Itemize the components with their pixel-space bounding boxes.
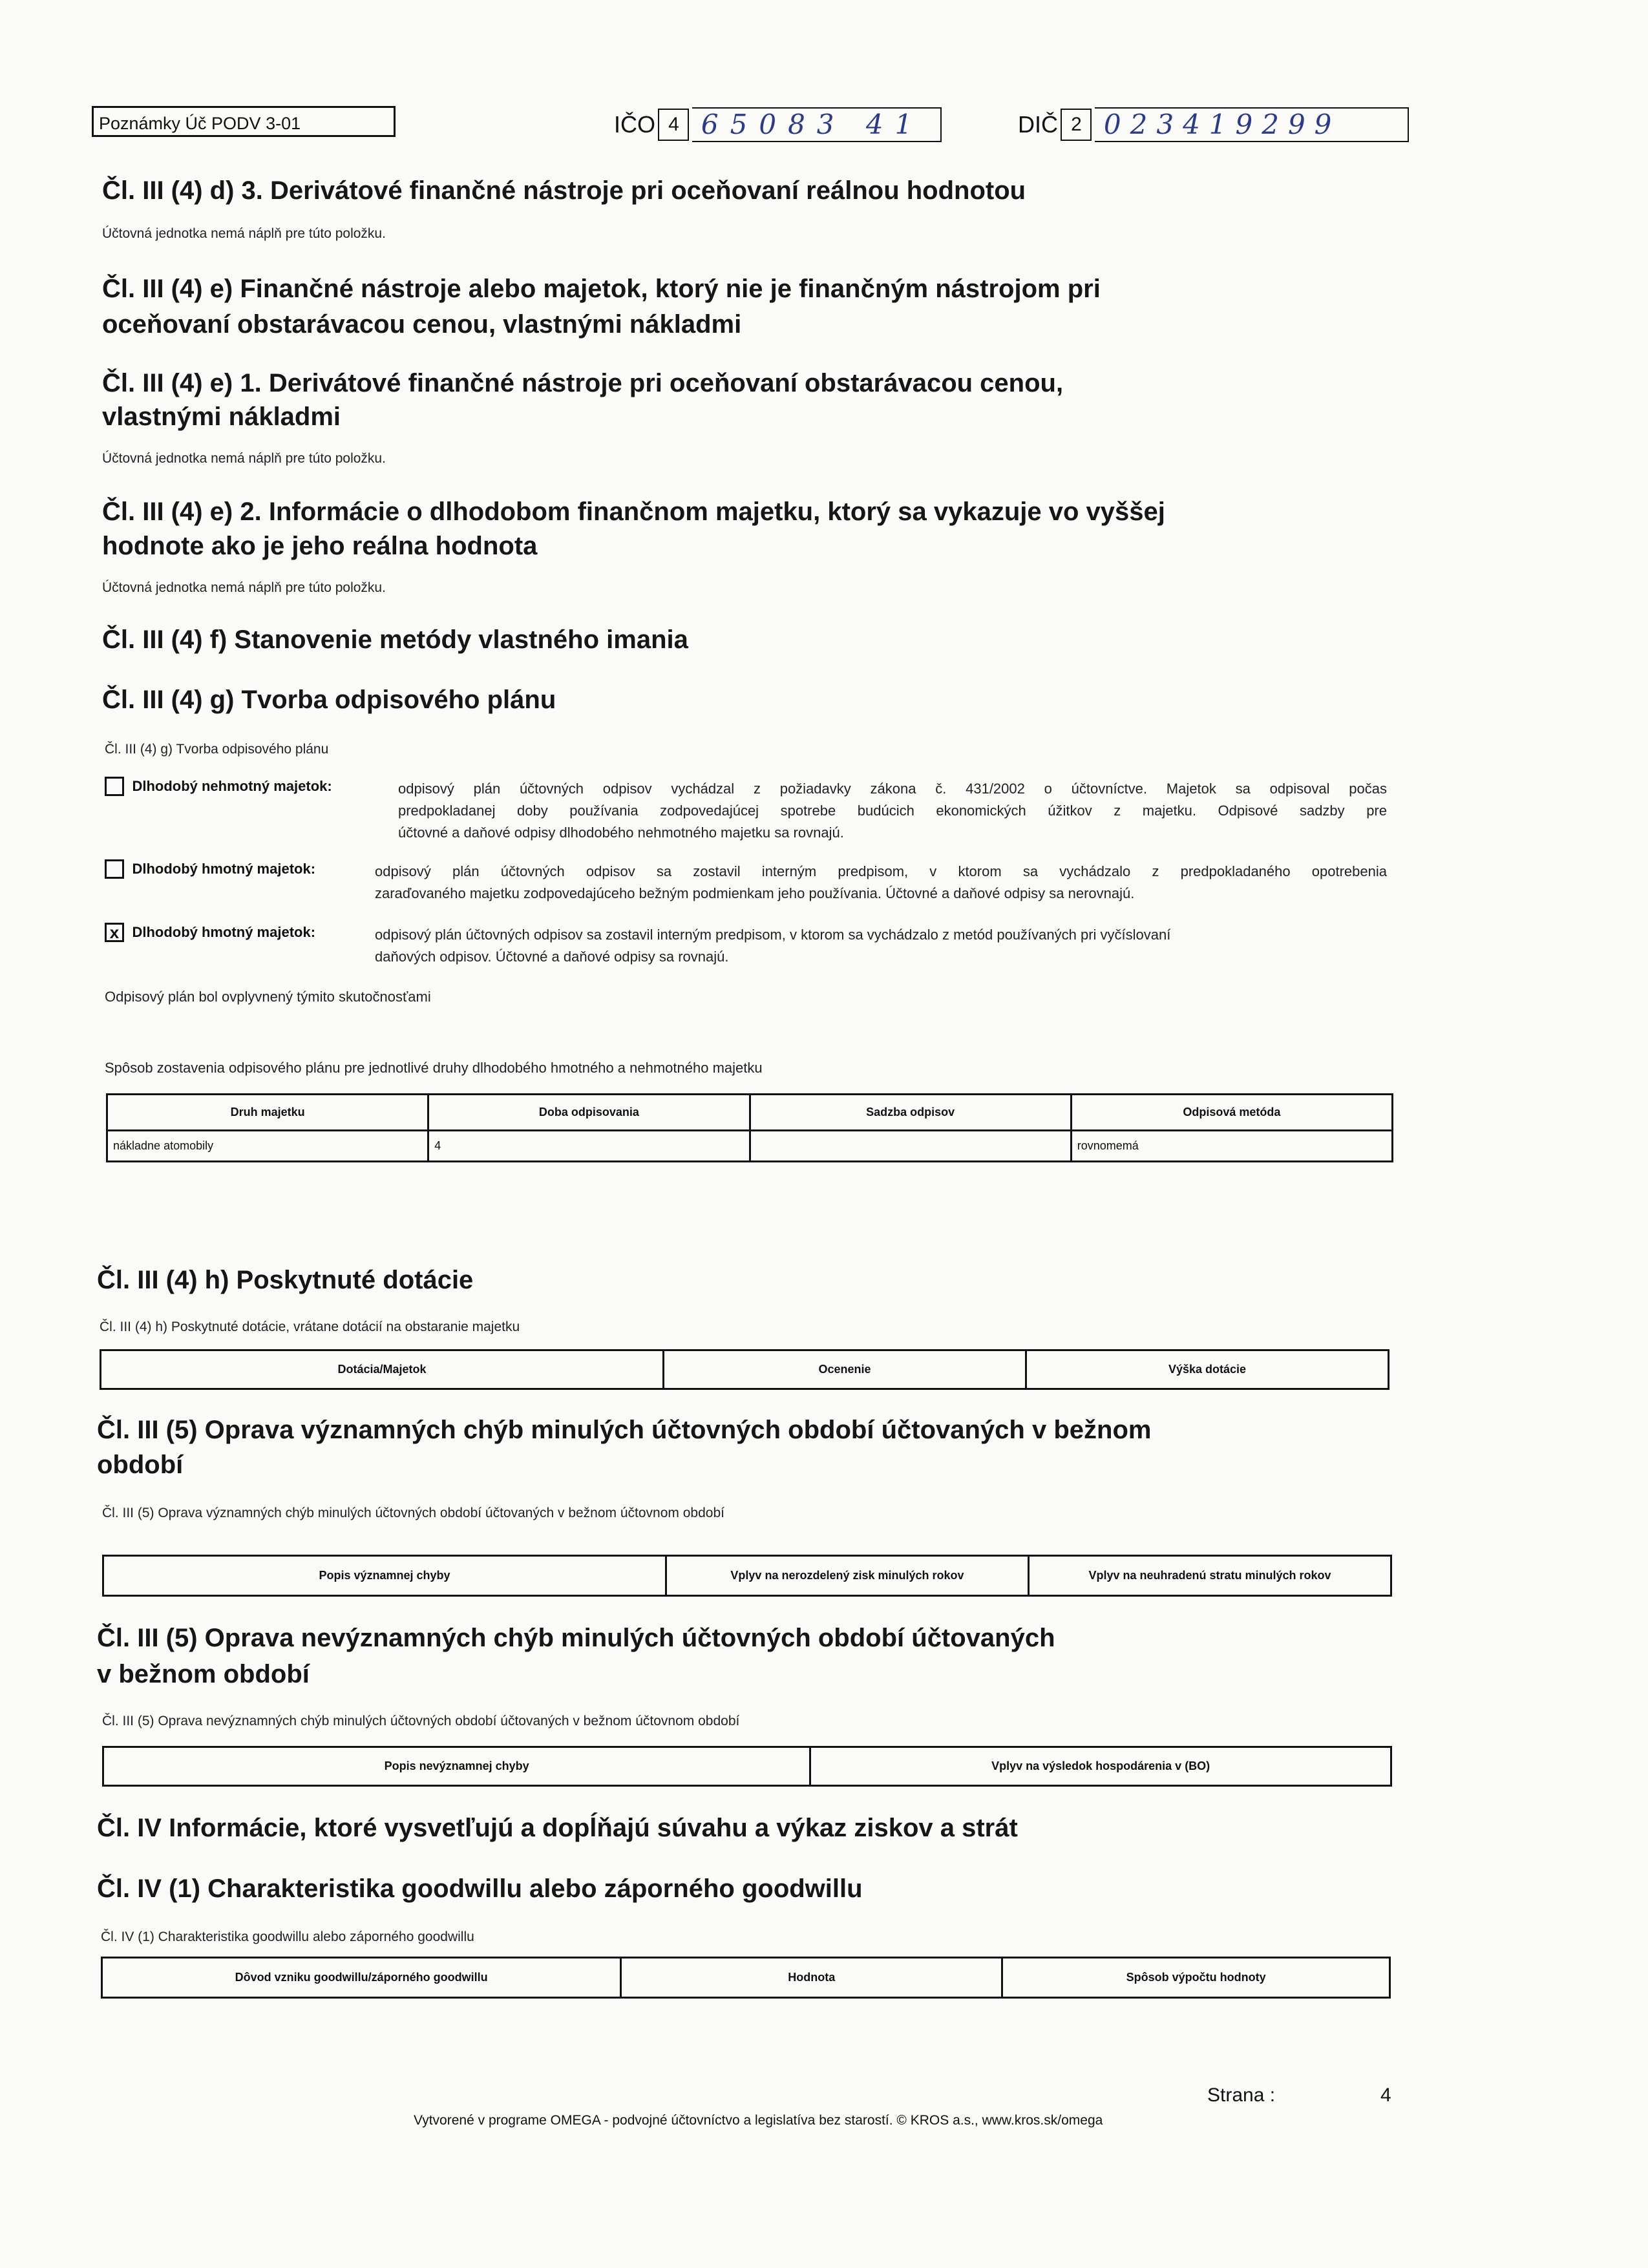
table-odpis-header: Odpisová metóda [1071, 1095, 1392, 1131]
table-goodwill-header: Dôvod vzniku goodwillu/záporného goodwillu [102, 1958, 621, 1998]
table-dotacie-header: Dotácia/Majetok [101, 1350, 664, 1389]
checkbox-nehmotny[interactable] [105, 777, 124, 796]
table-vyznamne-header: Popis významnej chyby [103, 1556, 666, 1596]
checkbox-text-nehmotny-l1: odpisový plán účtovných odpisov vychádzal z požiadavky zákona č. 431/2002 o účtovníctve. Majetok sa odpisoval počas [398, 781, 1387, 797]
checkbox-text-hmotny-2 [375, 924, 1387, 968]
table-vyznamne [102, 1555, 1392, 1597]
table-nevyznamne-header-row [103, 1747, 1391, 1786]
table-vyznamne-header: Vplyv na nerozdelený zisk minulých rokov [666, 1556, 1029, 1596]
table-dotacie-header: Ocenenie [664, 1350, 1026, 1389]
table-odpis [106, 1093, 1393, 1162]
table-vyznamne-header: Vplyv na neuhradenú stratu minulých rokov [1028, 1556, 1391, 1596]
dic-handwritten: 023419299 [1095, 107, 1409, 142]
table-dotacie-header: Výška dotácie [1026, 1350, 1388, 1389]
table-nevyznamne-header: Popis nevýznamnej chyby [103, 1747, 810, 1786]
table-goodwill-header-row [102, 1958, 1390, 1998]
table-dotacie [100, 1349, 1389, 1390]
checkbox-row-hmotny-2 [105, 923, 315, 942]
table-odpis-header-row [107, 1095, 1393, 1131]
dic-field [1018, 107, 1409, 142]
checkbox-row-nehmotny [105, 777, 332, 796]
dic-first-digit: 2 [1061, 109, 1092, 141]
checkbox-hmotny-1[interactable] [105, 859, 124, 879]
section-title-e1-l1: Čl. III (4) e) 1. Derivátové finančné nástroje pri oceňovaní obstarávacou cenou, [102, 369, 1064, 397]
checkbox-hmotny-2[interactable]: x [105, 923, 124, 942]
section-title-5-nevyznamne-l1: Čl. III (5) Oprava nevýznamných chýb minulých účtovných období účtovaných [97, 1624, 1055, 1652]
checkbox-label-nehmotny: Dlhodobý nehmotný majetok: [132, 778, 332, 794]
section-title-e-l2: oceňovaní obstarávacou cenou, vlastnými nákladmi [102, 310, 742, 339]
table-goodwill-header: Spôsob výpočtu hodnoty [1002, 1958, 1390, 1998]
section-title-h: Čl. III (4) h) Poskytnuté dotácie [97, 1266, 474, 1294]
section-note-d3: Účtovná jednotka nemá náplň pre túto položku. [102, 226, 386, 241]
section-title-5-vyznamne-l2: období [97, 1451, 184, 1479]
checkbox-text-nehmotny-l2: predpokladanej doby používania zodpovedajúcej spotrebe budúcich ekonomických úžitkov z majetku. Odpisové sadzby pre [398, 803, 1387, 819]
section-title-e2-l2: hodnote ako je jeho reálna hodnota [102, 532, 538, 560]
section-title-iv-1: Čl. IV (1) Charakteristika goodwillu alebo záporného goodwillu [97, 1874, 863, 1903]
section-title-5-vyznamne-l1: Čl. III (5) Oprava významných chýb minulých účtovných období účtovaných v bežnom [97, 1416, 1152, 1444]
checkbox-text-hmotny-1-l1: odpisový plán účtovných odpisov sa zostavil interným predpisom, v ktorom sa vychádzalo z predpokladaného opotrebenia [375, 863, 1387, 879]
page-number: 4 [1380, 2084, 1391, 2106]
page-label: Strana : [1207, 2084, 1276, 2106]
section-note-5-vyznamne: Čl. III (5) Oprava významných chýb minulých účtovných období účtovaných v bežnom účtovnom období [102, 1506, 724, 1520]
section-note-5-nevyznamne: Čl. III (5) Oprava nevýznamných chýb minulých účtovných období účtovaných v bežnom účtovnom období [102, 1714, 740, 1728]
table-goodwill [101, 1957, 1391, 1999]
table-dotacie-header-row [101, 1350, 1389, 1389]
section-title-5-nevyznamne-l2: v bežnom období [97, 1660, 310, 1688]
checkbox-text-nehmotny [398, 778, 1387, 844]
footer-text: Vytvorené v programe OMEGA - podvojné účtovníctvo a legislatíva bez starostí. © KROS a.s., www.kros.sk/omega [414, 2113, 1103, 2128]
checkbox-text-hmotny-2-l1: odpisový plán účtovných odpisov sa zostavil interným predpisom, v ktorom sa vychádzalo z metód používaných pri vyčíslovaní [375, 927, 1171, 943]
ico-label: IČO [614, 111, 656, 138]
checkbox-row-hmotny-1 [105, 859, 315, 879]
section-title-e-l1: Čl. III (4) e) Finančné nástroje alebo majetok, ktorý nie je finančným nástrojom pri [102, 275, 1101, 303]
section-note-e1: Účtovná jednotka nemá náplň pre túto položku. [102, 451, 386, 466]
dic-label: DIČ [1018, 111, 1058, 138]
checkbox-label-hmotny-1: Dlhodobý hmotný majetok: [132, 861, 316, 877]
table-cell: rovnomemá [1071, 1131, 1392, 1162]
odpis-note: Odpisový plán bol ovplyvnený týmito skutočnosťami [105, 989, 431, 1005]
form-id-box: Poznámky Úč PODV 3-01 [92, 106, 396, 137]
checkbox-label-hmotny-2: Dlhodobý hmotný majetok: [132, 924, 316, 940]
section-title-iv: Čl. IV Informácie, ktoré vysvetľujú a dopĺňajú súvahu a výkaz ziskov a strát [97, 1814, 1018, 1842]
section-title-g: Čl. III (4) g) Tvorba odpisového plánu [102, 686, 556, 714]
section-note-e2: Účtovná jednotka nemá náplň pre túto položku. [102, 580, 386, 595]
section-note-iv-1: Čl. IV (1) Charakteristika goodwillu alebo záporného goodwillu [101, 1929, 474, 1944]
table-cell [750, 1131, 1071, 1162]
section-title-d3: Čl. III (4) d) 3. Derivátové finančné nástroje pri oceňovaní reálnou hodnotou [102, 176, 1026, 205]
table-odpis-header: Doba odpisovania [428, 1095, 750, 1131]
sposob-note: Spôsob zostavenia odpisového plánu pre jednotlivé druhy dlhodobého hmotného a nehmotného majetku [105, 1060, 763, 1076]
checkbox-text-hmotny-1-l2: zaraďovaného majetku zodpovedajúceho bežným podmienkam jeho používania. Účtovné a daňové odpisy sa nerovnajú. [375, 885, 1135, 901]
table-odpis-header: Sadzba odpisov [750, 1095, 1071, 1131]
ico-field [614, 107, 942, 142]
table-cell: 4 [428, 1131, 750, 1162]
section-title-e1-l2: vlastnými nákladmi [102, 403, 341, 431]
checkbox-text-nehmotny-l3: účtovné a daňové odpisy dlhodobého nehmotného majetku sa rovnajú. [398, 824, 844, 841]
table-odpis-header: Druh majetku [107, 1095, 428, 1131]
ico-handwritten: 65083 41 [692, 107, 942, 142]
section-title-f: Čl. III (4) f) Stanovenie metódy vlastného imania [102, 625, 688, 654]
section-note-g: Čl. III (4) g) Tvorba odpisového plánu [105, 742, 329, 757]
checkbox-text-hmotny-2-l2: daňových odpisov. Účtovné a daňové odpisy sa rovnajú. [375, 949, 729, 965]
table-cell: nákladne atomobily [107, 1131, 428, 1162]
section-title-e2-l1: Čl. III (4) e) 2. Informácie o dlhodobom finančnom majetku, ktorý sa vykazuje vo vyššej [102, 498, 1165, 526]
section-note-h: Čl. III (4) h) Poskytnuté dotácie, vrátane dotácií na obstaranie majetku [100, 1319, 520, 1334]
table-vyznamne-header-row [103, 1556, 1391, 1596]
table-nevyznamne [102, 1746, 1392, 1787]
table-nevyznamne-header: Vplyv na výsledok hospodárenia v (BO) [810, 1747, 1391, 1786]
ico-first-digit: 4 [658, 109, 689, 141]
checkbox-text-hmotny-1 [375, 861, 1387, 905]
table-goodwill-header: Hodnota [621, 1958, 1002, 1998]
table-row [107, 1131, 1393, 1162]
